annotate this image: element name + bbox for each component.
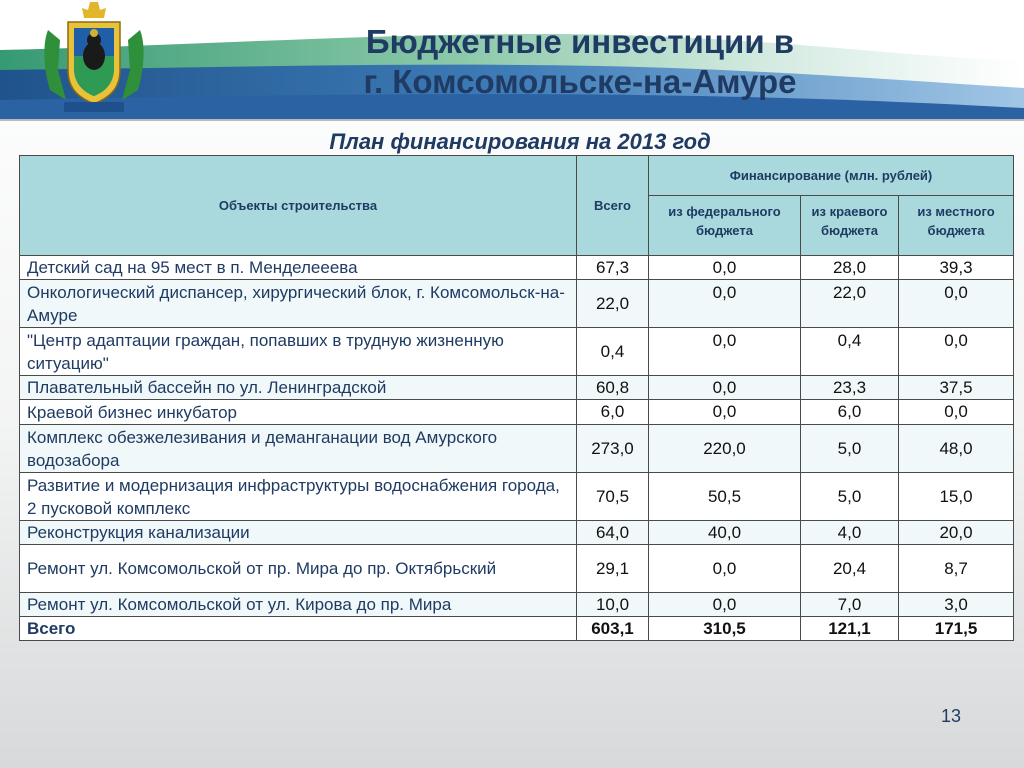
row-name: Развитие и модернизация инфраструктуры водоснабжения города, 2 пусковой комплекс <box>20 473 577 521</box>
row-total: 64,0 <box>577 521 649 545</box>
row-name: Ремонт ул. Комсомольской от ул. Кирова до пр. Мира <box>20 593 577 617</box>
row-regional: 22,0 <box>801 280 899 328</box>
row-name: Ремонт ул. Комсомольской от пр. Мира до пр. Октябрьский <box>20 545 577 593</box>
row-total: 273,0 <box>577 425 649 473</box>
row-regional: 0,4 <box>801 328 899 376</box>
header-federal: из федерального бюджета <box>649 196 801 256</box>
row-regional: 23,3 <box>801 376 899 400</box>
table-row <box>20 473 1014 521</box>
row-federal: 0,0 <box>649 400 801 425</box>
slide-header <box>0 0 1024 120</box>
row-local: 15,0 <box>899 473 1014 521</box>
row-total: 29,1 <box>577 545 649 593</box>
header-regional: из краевого бюджета <box>801 196 899 256</box>
row-regional: 5,0 <box>801 473 899 521</box>
row-regional: 7,0 <box>801 593 899 617</box>
row-regional: 20,4 <box>801 545 899 593</box>
row-local: 8,7 <box>899 545 1014 593</box>
row-name: Комплекс обезжелезивания и деманганации вод Амурского водозабора <box>20 425 577 473</box>
row-regional: 5,0 <box>801 425 899 473</box>
totals-row <box>20 617 1014 641</box>
table-row <box>20 400 1014 425</box>
row-name: Краевой бизнес инкубатор <box>20 400 577 425</box>
table-row <box>20 256 1014 280</box>
row-local: 20,0 <box>899 521 1014 545</box>
header-total: Всего <box>577 156 649 256</box>
row-total: 60,8 <box>577 376 649 400</box>
row-name: Онкологический диспансер, хирургический блок, г. Комсомольск-на-Амуре <box>20 280 577 328</box>
row-federal: 0,0 <box>649 545 801 593</box>
totals-local: 171,5 <box>899 617 1014 641</box>
row-federal: 0,0 <box>649 256 801 280</box>
title-line-1: Бюджетные инвестиции в <box>365 23 795 60</box>
header-divider <box>0 119 1024 121</box>
row-local: 39,3 <box>899 256 1014 280</box>
row-name: "Центр адаптации граждан, попавших в трудную жизненную ситуацию" <box>20 328 577 376</box>
row-local: 0,0 <box>899 400 1014 425</box>
coat-of-arms-emblem <box>38 0 150 116</box>
budget-table <box>19 155 1014 641</box>
table-row <box>20 280 1014 328</box>
table-subtitle: План финансирования на 2013 год <box>329 129 711 154</box>
row-local: 0,0 <box>899 280 1014 328</box>
table-row <box>20 425 1014 473</box>
totals-regional: 121,1 <box>801 617 899 641</box>
row-name: Детский сад на 95 мест в п. Менделееева <box>20 256 577 280</box>
row-local: 0,0 <box>899 328 1014 376</box>
row-name: Реконструкция канализации <box>20 521 577 545</box>
row-local: 3,0 <box>899 593 1014 617</box>
table-row <box>20 521 1014 545</box>
row-federal: 0,0 <box>649 376 801 400</box>
row-federal: 50,5 <box>649 473 801 521</box>
row-federal: 0,0 <box>649 593 801 617</box>
row-regional: 4,0 <box>801 521 899 545</box>
row-total: 6,0 <box>577 400 649 425</box>
table-row <box>20 328 1014 376</box>
title-line-2: г. Комсомольске-на-Амуре <box>363 63 797 100</box>
slide-title <box>300 22 860 102</box>
table-row <box>20 593 1014 617</box>
row-total: 22,0 <box>577 280 649 328</box>
row-total: 67,3 <box>577 256 649 280</box>
totals-label: Всего <box>20 617 577 641</box>
totals-federal: 310,5 <box>649 617 801 641</box>
row-local: 37,5 <box>899 376 1014 400</box>
row-regional: 6,0 <box>801 400 899 425</box>
row-federal: 220,0 <box>649 425 801 473</box>
header-financing: Финансирование (млн. рублей) <box>649 156 1014 196</box>
table-row <box>20 545 1014 593</box>
header-local: из местного бюджета <box>899 196 1014 256</box>
row-total: 0,4 <box>577 328 649 376</box>
row-name: Плавательный бассейн по ул. Ленинградской <box>20 376 577 400</box>
row-federal: 0,0 <box>649 280 801 328</box>
totals-total: 603,1 <box>577 617 649 641</box>
table-row <box>20 376 1014 400</box>
row-regional: 28,0 <box>801 256 899 280</box>
row-local: 48,0 <box>899 425 1014 473</box>
page-number: 13 <box>940 706 961 726</box>
row-federal: 40,0 <box>649 521 801 545</box>
row-total: 10,0 <box>577 593 649 617</box>
row-federal: 0,0 <box>649 328 801 376</box>
row-total: 70,5 <box>577 473 649 521</box>
header-objects: Объекты строительства <box>20 156 577 256</box>
